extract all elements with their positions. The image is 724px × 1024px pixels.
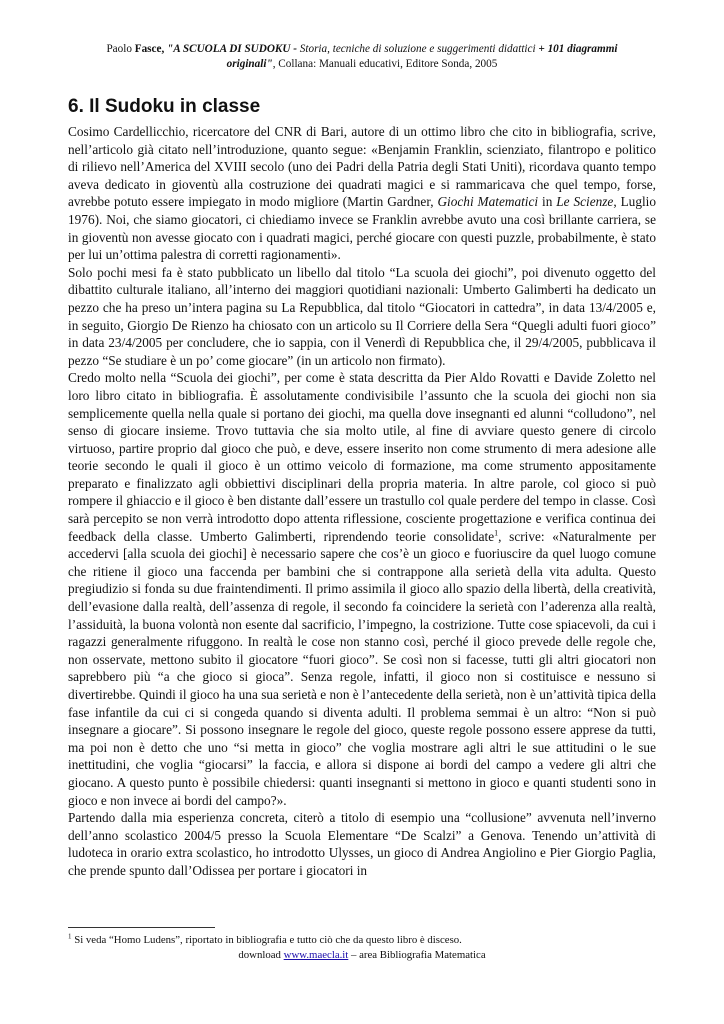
header-subtitle: Storia, tecniche di soluzione e suggerimenti didattici xyxy=(299,43,536,55)
paragraph-1-text-c: , Luglio 1976). Noi, che siamo giocatori, ci chiediamo invece se Franklin avrebbe avuto una così brillante carriera, se in gioventù non avesse giocato con i quadrati magici, perché giocare con questi puzzle, probabilmente, è stato per lui un’ottima palestra di corretti ragionamenti». xyxy=(68,194,657,263)
paragraph-4: Partendo dalla mia esperienza concreta, citerò a titolo di esempio una “collusione” avvenuta nell’inverno dell’anno scolastico 2004/5 presso la Scuola Elementare “De Scalzi” a Genova. Tenendo un’attività di ludoteca in orario extra scolastico, ho introdotto Ulysses, un gioco di Andrea Angiolino e Pier Giorgio Paglia, che prende spunto dall’Odissea per portare i giocatori in xyxy=(68,810,656,878)
paragraph-1 xyxy=(68,123,656,264)
running-header xyxy=(60,42,664,72)
paragraph-1-text-a: Cosimo Cardellicchio, ricercatore del CNR di Bari, autore di un ottimo libro che cito in bibliografia, scrive, nell’articolo già citato nell’introduzione, quanto segue: «Benjamin Franklin, scienziato, filantropo e politico di rilievo nell’America del XVIII secolo (uno dei Padri della Patria degli Stati Uniti), ricordava quanto tempo aveva dedicato in gioventù alla costruzione dei quadrati magici e si rammaricava che quel tempo, forse, avrebbe potuto essere impiegato in modo migliore (Martin Gardner, xyxy=(68,124,656,210)
footnote-reference[interactable]: 1 xyxy=(494,528,499,538)
header-originals: originali" xyxy=(226,58,273,70)
paragraph-3 xyxy=(68,369,656,809)
download-prefix: download xyxy=(238,949,284,961)
header-book-title: "A SCUOLA DI SUDOKU - xyxy=(167,43,297,55)
header-author-first: Paolo xyxy=(106,43,132,55)
maecla-link[interactable]: www.maecla.it xyxy=(283,949,349,961)
header-author-last: Fasce, xyxy=(134,43,165,55)
paragraph-2: Solo pochi mesi fa è stato pubblicato un libello dal titolo “La scuola dei giochi”, poi divenuto oggetto del dibattito culturale italiano, all’interno dei maggiori quotidiani nazionali: Umberto Galimberti ha dedicato un pezzo che ha preso un’intera pagina su La Repubblica, dal titolo “Giocatori in cattedra”, in data 13/4/2005 e, in seguito, Giorgio De Rienzo ha chiosato con un articolo su Il Corriere della Sera “Quegli adulti fuori gioco” in data 23/4/2005 per concludere, che io sappia, con il Venerdì di Repubblica che, il 29/4/2005, pubblicava il pezzo “Se studiare è un po’ come giocare” (in un articolo non firmato). xyxy=(68,264,656,368)
paragraph-1-italic-magazine: Le Scienze xyxy=(556,194,614,210)
section-title: 6. Il Sudoku in classe xyxy=(68,96,261,117)
footnote-text: Si veda “Homo Ludens”, riportato in bibliografia e tutto ciò che da questo libro è disceso. xyxy=(71,934,462,946)
download-footer xyxy=(60,948,664,962)
footnote xyxy=(68,933,656,947)
paragraph-3-text-b: , scrive: «Naturalmente per accedervi [alla scuola dei giochi] è necessario sapere che cos’è un gioco e fuoriuscire da quel luogo comune che ritiene il gioco una faccenda per bambini che si contrappone alla serietà della vita adulta. Questo pregiudizio si fonda su due fraintendimenti. Il primo assimila il gioco allo spazio della libertà, della creatività, dell’evasione dalla realtà, dell’assenza di regole, il secondo fa coincidere la serietà con l’aderenza alla realtà, l’assiduità, la buona volontà non esente dal sacrificio, l’impegno, la costrizione. Tutte cose spiacevoli, da cui i ragazzi generalmente rifuggono. In realtà le cose non stanno così, perché il gioco prevede delle regole che, non osservate, mettono subito il giocatore “fuori gioco”. Se così non si facesse, tutti gli altri giocatori non saprebbero più “a che gioco si gioca”. Senza regole, infatti, il gioco non si costituisce e nessuno si divertirebbe. Quindi il gioco ha una sua serietà e non è l’antecedente della serietà, non è un’attività tipica della fase infantile da cui ci si congeda quando si diventa adulti. Il problema semmai è un altro: “Non si può insegnare a giocare”. Si possono insegnare le regole del gioco, queste regole possono essere apprese da tutti, ma poi non è detto che uno “si metta in gioco” che voglia mostrare agli altri le sue attitudini o le sue inettitudini, che voglia “giocarsi” la faccia, e allora si dispone ai bordi del campo a vedere gli altri che giocano. A questo punto è possibile chiedersi: quanti insegnanti si mettono in gioco e quanti studenti sono in gioco e non invece ai bordi del campo?». xyxy=(68,528,656,808)
header-plus-diagrams: + 101 diagrammi xyxy=(538,43,618,55)
body-text xyxy=(68,123,656,880)
footnote-divider xyxy=(68,927,215,928)
footnote-number: 1 xyxy=(68,932,72,941)
download-suffix: – area Bibliografia Matematica xyxy=(348,949,486,961)
paragraph-1-italic-book: Giochi Matematici xyxy=(437,194,539,210)
paragraph-3-text-a: Credo molto nella “Scuola dei giochi”, per come è stata descritta da Pier Aldo Rovatti e Davide Zoletto nel loro libro citato in bibliografia. È assolutamente condivisibile l’assunto che la scuola dei giochi non sia semplicemente quella nella quale si portano dei giochi, ma quella dove insegnanti ed alunni “colludono”, nel senso di giocare insieme. Trovo tuttavia che sia molto utile, al fine di avviare questo genere di circolo virtuoso, partire proprio dal gioco che può, e deve, essere inserito non come strumento di mera adesione alle teorie secondo le quali il gioco è un ottimo veicolo di formazione, ma come strumento appositamente preparato e finalizzato agli obbiettivi disciplinari della propria materia. In altre parole, col gioco si può rompere il ghiaccio e il gioco è ben distante dall’essere un trastullo col quale perdere del tempo in classe. Così sarà percepito se non verrà introdotto dopo attenta riflessione, cosciente progettazione e verifica continua dei feedback della classe. Umberto Galimberti, riprendendo teorie consolidate xyxy=(68,370,656,544)
paragraph-1-text-b: in xyxy=(542,194,553,210)
header-series: , Collana: Manuali educativi, Editore Sonda, 2005 xyxy=(272,58,498,70)
